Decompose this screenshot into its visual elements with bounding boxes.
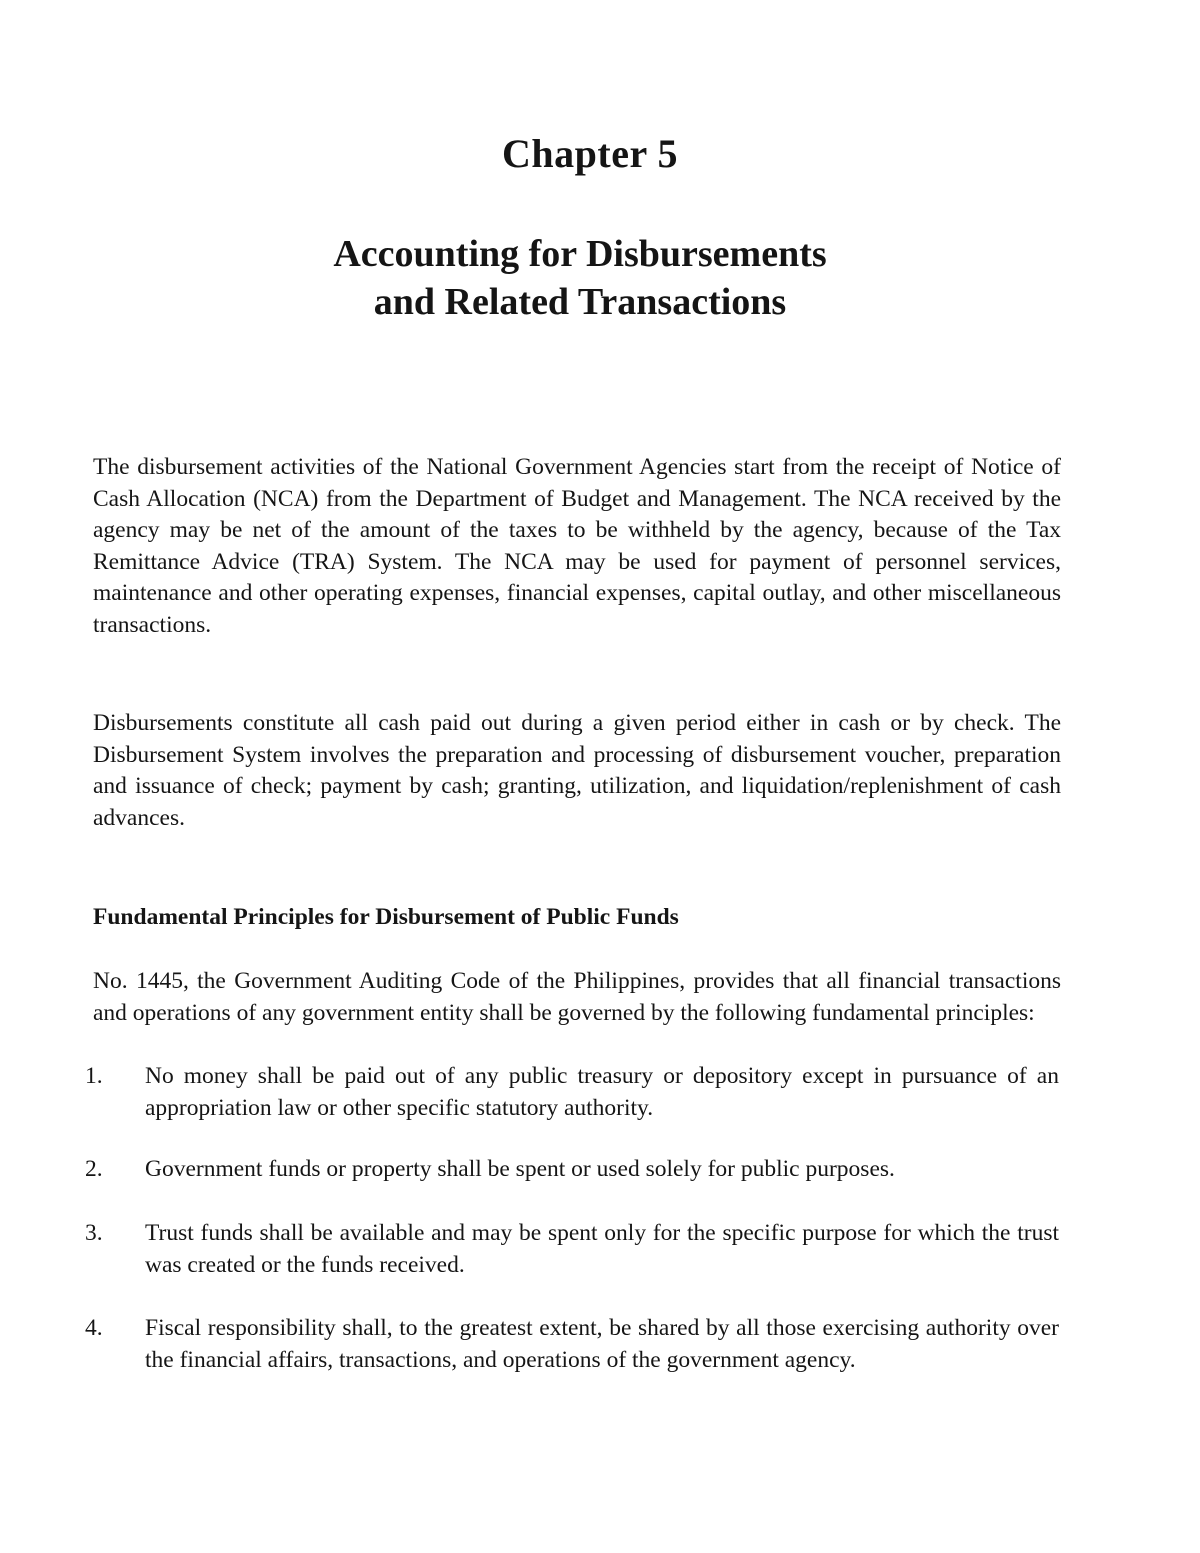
list-item-text: Trust funds shall be available and may be spent only for the specific purpose for which the trust was created or the funds received.	[145, 1220, 1059, 1278]
chapter-title	[0, 230, 1160, 326]
chapter-title-line-2: and Related Transactions	[373, 281, 787, 323]
paragraph-nca-overview: The disbursement activities of the National Government Agencies start from the receipt of Notice of Cash Allocation (NCA) from the Department of Budget and Management. The NCA received by the agency may be net of the amount of the taxes to be withheld by the agency, because of the Tax Remittance Advice (TRA) System. The NCA may be used for payment of personnel services, maintenance and other operating expenses, financial expenses, capital outlay, and other miscellaneous transactions.	[93, 454, 1061, 638]
chapter-label: Chapter 5	[502, 131, 678, 176]
paragraph-disbursements-definition: Disbursements constitute all cash paid out during a given period either in cash or by check. The Disbursement System involves the preparation and processing of disbursement voucher, preparation and issuance of check; payment by cash; granting, utilization, and liquidation/replenishment of cash advances.	[93, 710, 1061, 831]
list-item-number: 2.	[85, 1156, 103, 1182]
list-item-number: 1.	[85, 1063, 103, 1089]
list-item-text: No money shall be paid out of any public treasury or depository except in pursuance of an appropriation law or other specific statutory authority.	[145, 1063, 1059, 1121]
list-item-number: 3.	[85, 1220, 103, 1246]
list-item-text: Government funds or property shall be spent or used solely for public purposes.	[145, 1156, 895, 1182]
list-item-number: 4.	[85, 1315, 103, 1341]
section-intro: No. 1445, the Government Auditing Code of the Philippines, provides that all financial transactions and operations of any government entity shall be governed by the following fundamental principles:	[93, 968, 1061, 1026]
chapter-title-line-1: Accounting for Disbursements	[333, 233, 827, 275]
list-item-text: Fiscal responsibility shall, to the greatest extent, be shared by all those exercising authority over the financial affairs, transactions, and operations of the government agency.	[145, 1315, 1059, 1373]
section-heading: Fundamental Principles for Disbursement of Public Funds	[93, 904, 679, 930]
